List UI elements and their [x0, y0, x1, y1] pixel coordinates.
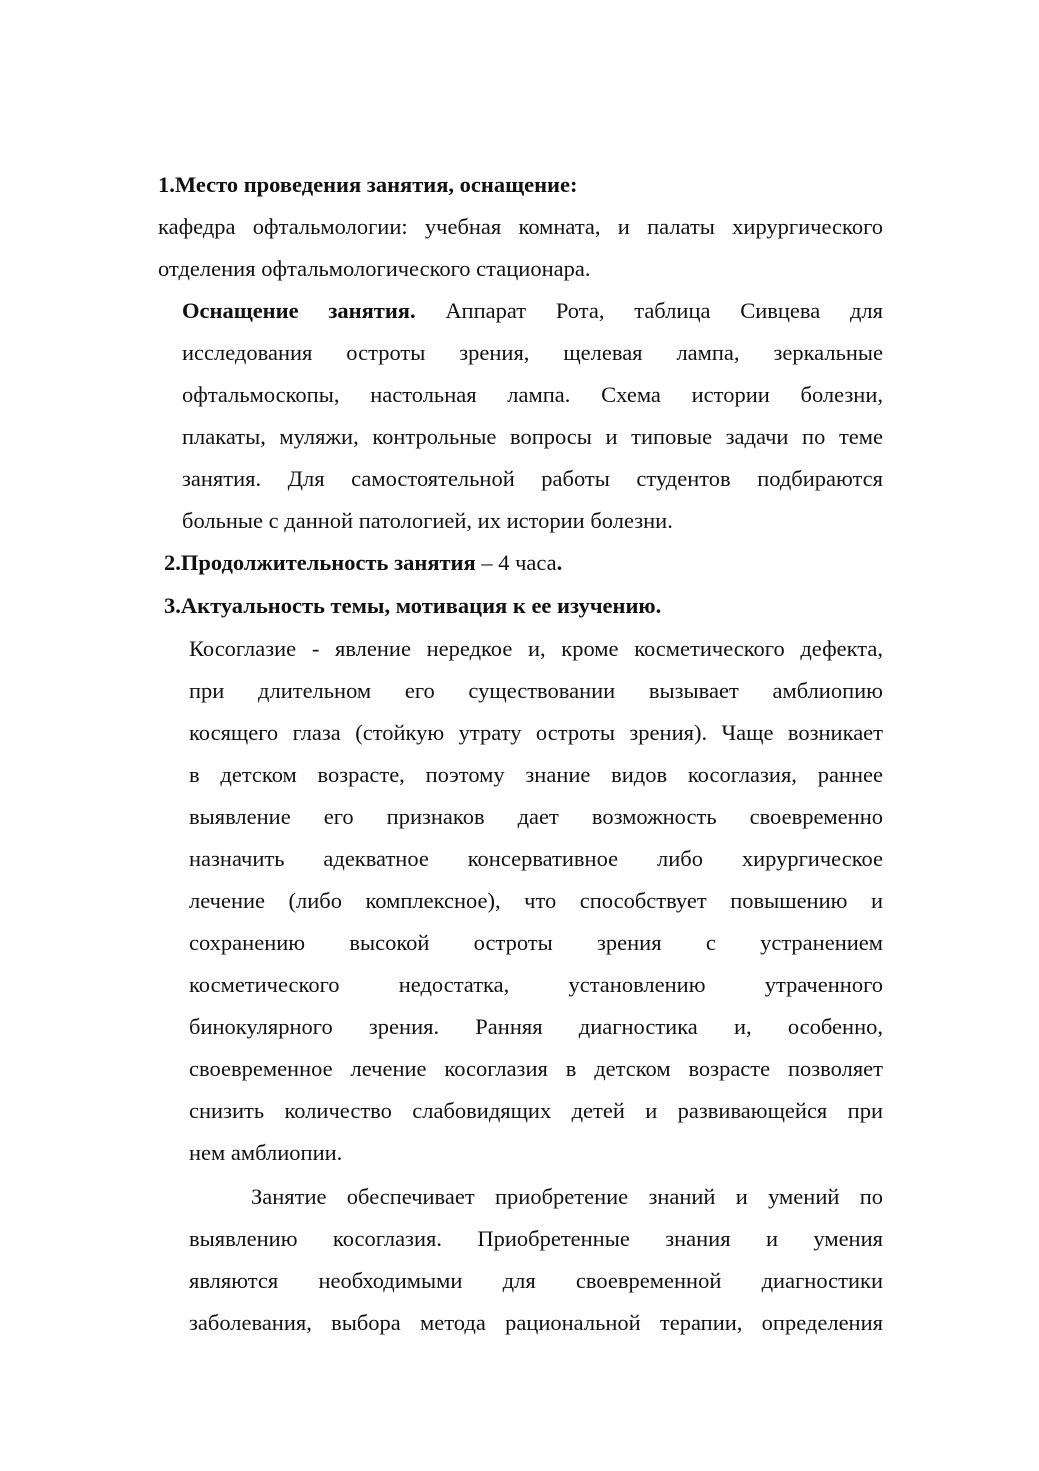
p2-line-2: выявлению косоглазия. Приобретенные знания и умения — [189, 1226, 883, 1251]
p1-line-6: назначить адекватное консервативное либо хирургическое — [189, 846, 883, 871]
p1-line-9: косметического недостатка, установлению утраченного — [189, 972, 883, 997]
equipment-line-3: офтальмоскопы, настольная лампа. Схема истории болезни, — [182, 382, 883, 407]
equipment-line-2: исследования остроты зрения, щелевая лампа, зеркальные — [182, 340, 883, 365]
p2-line-1: Занятие обеспечивает приобретение знаний и умений по — [251, 1184, 883, 1209]
p1-line-1: Косоглазие - явление нередкое и, кроме косметического дефекта, — [189, 636, 883, 661]
equipment-lead: Оснащение занятия. — [182, 298, 416, 323]
equipment-line-1 — [182, 290, 883, 332]
section-1-heading: 1.Место проведения занятия, оснащение: — [158, 172, 578, 197]
section-3 — [164, 585, 883, 627]
p1-line-5: выявление его признаков дает возможность своевременно — [189, 804, 883, 829]
section-1 — [158, 164, 883, 290]
p1-line-7: лечение (либо комплексное), что способствует повышению и — [189, 888, 883, 913]
p2-line-3: являются необходимыми для своевременной диагностики — [189, 1268, 883, 1293]
p2-line-4: заболевания, выбора метода рациональной терапии, определения — [189, 1310, 883, 1335]
equipment-paragraph — [182, 290, 883, 542]
section-1-line-2: отделения офтальмологического стационара. — [158, 256, 591, 281]
equipment-first-rest: Аппарат Рота, таблица Сивцева для — [445, 298, 883, 323]
equipment-line-6: больные с данной патологией, их истории болезни. — [182, 508, 673, 533]
p1-line-2: при длительном его существовании вызывает амблиопию — [189, 678, 883, 703]
equipment-line-4: плакаты, муляжи, контрольные вопросы и типовые задачи по теме — [182, 424, 883, 449]
p1-line-11: своевременное лечение косоглазия в детском возрасте позволяет — [189, 1056, 883, 1081]
p1-line-13: нем амблиопии. — [189, 1140, 343, 1165]
section-3-paragraph-2 — [189, 1176, 883, 1344]
section-3-paragraph-1 — [189, 628, 883, 1174]
p1-line-4: в детском возрасте, поэтому знание видов косоглазия, раннее — [189, 762, 883, 787]
p1-line-10: бинокулярного зрения. Ранняя диагностика и, особенно, — [189, 1014, 883, 1039]
section-2-value: – 4 часа — [475, 550, 557, 575]
section-2-dot: . — [556, 550, 563, 575]
section-2 — [164, 542, 883, 584]
p1-line-8: сохранению высокой остроты зрения с устранением — [189, 930, 883, 955]
section-2-line — [164, 542, 883, 584]
p1-line-3: косящего глаза (стойкую утрату остроты зрения). Чаще возникает — [189, 720, 883, 745]
p1-line-12: снизить количество слабовидящих детей и развивающейся при — [189, 1098, 883, 1123]
section-3-heading: 3.Актуальность темы, мотивация к ее изучению. — [164, 593, 662, 618]
equipment-line-5: занятия. Для самостоятельной работы студентов подбираются — [182, 466, 883, 491]
section-2-heading: 2.Продолжительность занятия — [164, 550, 476, 575]
section-1-line-1: кафедра офтальмологии: учебная комната, и палаты хирургического — [158, 214, 883, 239]
